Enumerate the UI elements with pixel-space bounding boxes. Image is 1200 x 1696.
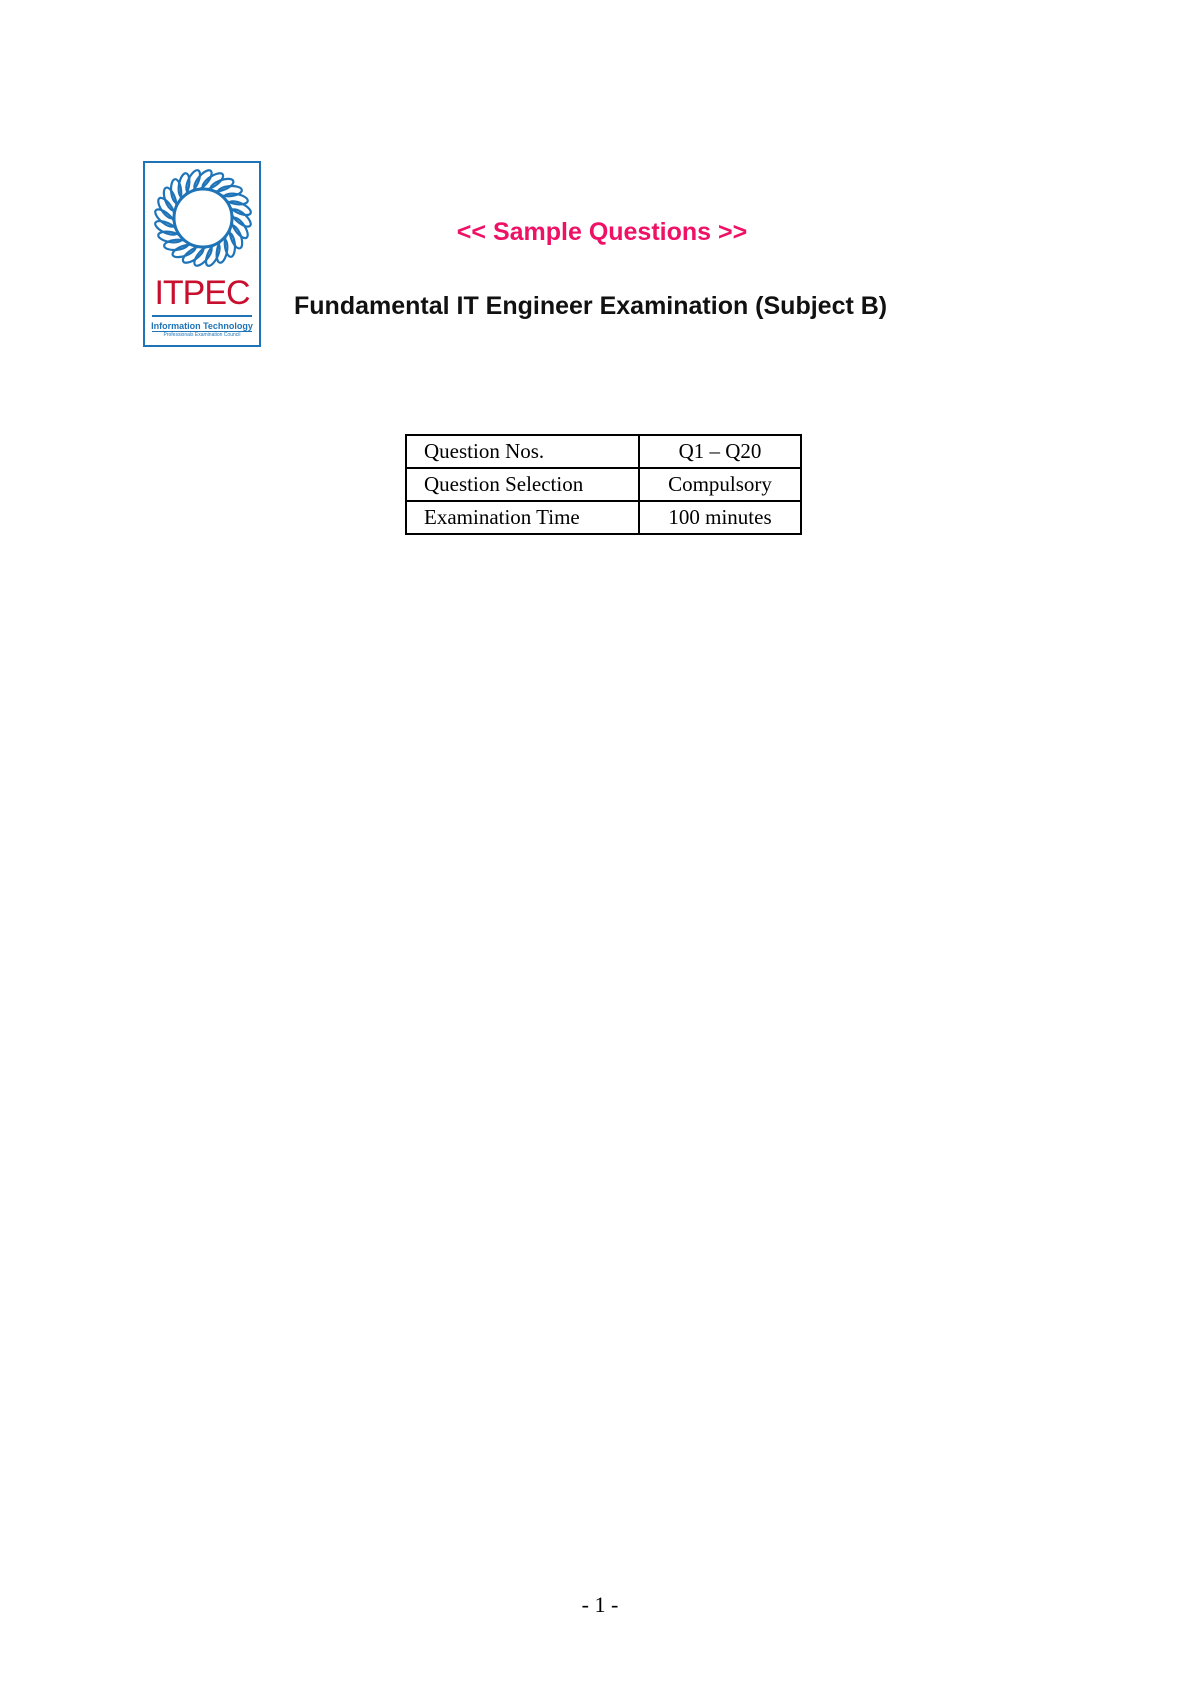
table-row [406, 501, 801, 534]
itpec-emblem-icon [145, 163, 263, 275]
logo-wordmark: ITPEC [154, 274, 250, 312]
logo-council-text: Professionals Examination Council [163, 332, 241, 338]
emblem-inner-ring [174, 189, 232, 247]
page-number: - 1 - [581, 1592, 619, 1617]
logo-subtitle: Information Technology [151, 321, 253, 331]
exam-info-table [405, 434, 802, 535]
row-value: Compulsory [639, 468, 801, 501]
sample-questions-heading: << Sample Questions >> [456, 218, 748, 246]
row-value: Q1 – Q20 [639, 435, 801, 468]
logo-divider [152, 315, 252, 317]
row-label: Examination Time [406, 501, 639, 534]
row-value: 100 minutes [639, 501, 801, 534]
row-label: Question Selection [406, 468, 639, 501]
row-label: Question Nos. [406, 435, 639, 468]
table-row [406, 468, 801, 501]
table-row [406, 435, 801, 468]
itpec-logo [143, 161, 261, 347]
exam-title: Fundamental IT Engineer Examination (Subject B) [294, 292, 888, 320]
